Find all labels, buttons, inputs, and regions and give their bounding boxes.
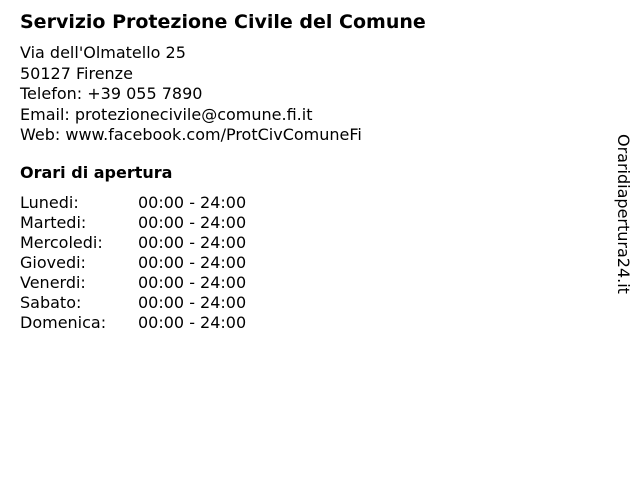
hours-row-sunday <box>20 313 278 333</box>
email-address: Email: protezionecivile@comune.fi.it <box>20 104 313 124</box>
day-label: Venerdi: <box>20 273 86 292</box>
phone-number: Telefon: +39 055 7890 <box>20 84 203 103</box>
opening-hours-heading: Orari di apertura <box>20 163 173 182</box>
hours-row-tuesday <box>20 213 278 233</box>
day-label: Sabato: <box>20 293 82 312</box>
hours-row-saturday <box>20 293 278 313</box>
hours-row-monday <box>20 193 278 213</box>
day-label: Domenica: <box>20 313 107 332</box>
day-label: Mercoledi: <box>20 233 103 252</box>
day-label: Giovedi: <box>20 253 86 272</box>
page-title: Servizio Protezione Civile del Comune <box>20 11 426 33</box>
day-hours: 00:00 - 24:00 <box>138 293 247 312</box>
day-label: Lunedi: <box>20 193 79 212</box>
day-hours: 00:00 - 24:00 <box>138 193 247 212</box>
hours-row-wednesday <box>20 233 278 253</box>
hours-row-thursday <box>20 253 278 273</box>
day-hours: 00:00 - 24:00 <box>138 273 247 292</box>
address-street: Via dell'Olmatello 25 <box>20 43 186 62</box>
day-hours: 00:00 - 24:00 <box>138 313 247 332</box>
day-hours: 00:00 - 24:00 <box>138 213 247 232</box>
day-hours: 00:00 - 24:00 <box>138 233 247 252</box>
site-watermark: Oraridiapertura24.it <box>614 134 633 294</box>
opening-hours-table <box>20 193 278 333</box>
hours-row-friday <box>20 273 278 293</box>
address-city: 50127 Firenze <box>20 63 133 83</box>
day-hours: 00:00 - 24:00 <box>138 253 247 272</box>
website: Web: www.facebook.com/ProtCivComuneFi <box>20 125 362 144</box>
day-label: Martedi: <box>20 213 87 232</box>
contact-block <box>20 43 362 146</box>
